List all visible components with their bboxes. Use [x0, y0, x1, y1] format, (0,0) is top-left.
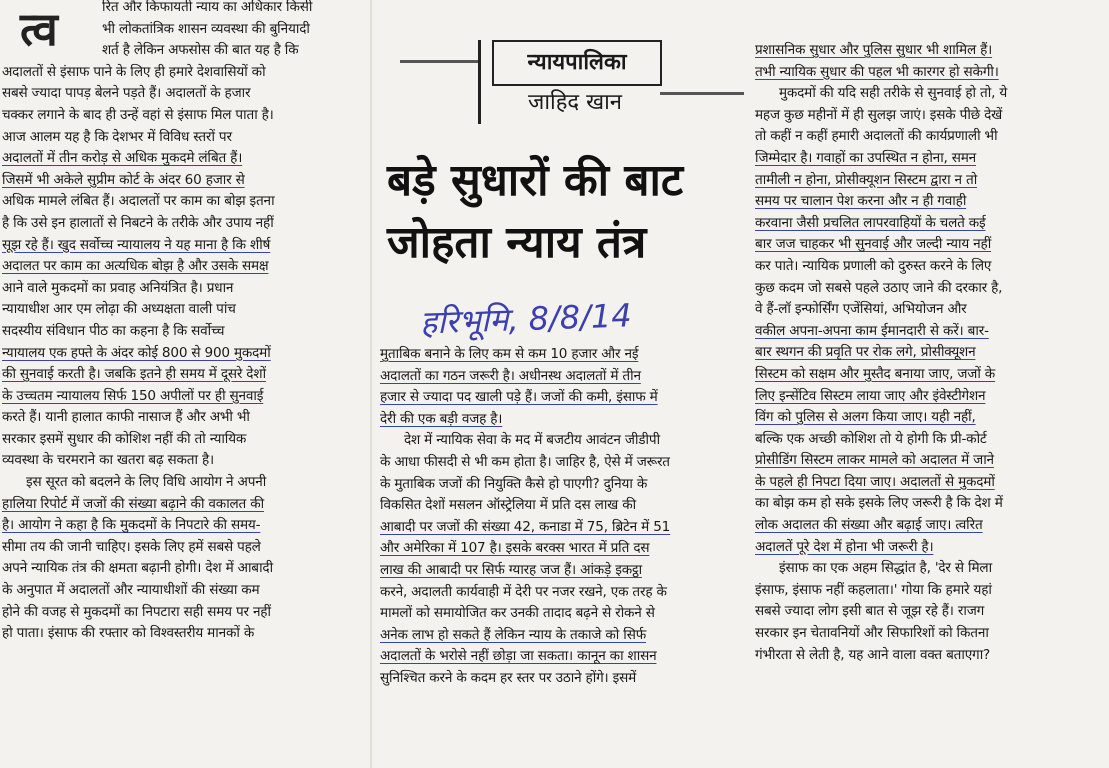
right-line: बल्कि एक अच्छी कोशिश तो ये होगी कि प्री-कोर्ट: [755, 430, 987, 447]
right-line: अदालतें पूरे देश में होना भी जरूरी है।: [755, 538, 934, 555]
right-line: कुछ कदम जो सबसे पहले उठाए जाने की दरकार है,: [755, 279, 1003, 296]
left-line: अदालत पर काम का अत्यधिक बोझ है और उसके समक्ष: [2, 258, 269, 275]
right-line: बार स्थगन की प्रवृति पर रोक लगे, प्रोसीक्यूशन: [755, 344, 976, 361]
left-line: व्यवस्था के चरमराने का खतरा बढ़ सकता है।: [2, 452, 214, 469]
right-line: प्रशासनिक सुधार और पुलिस सुधार भी शामिल हैं।: [755, 42, 993, 58]
middle-line: अदालतों का गठन जरूरी है। अधीनस्थ अदालतों में तीन: [380, 367, 641, 384]
left-column: [2, 0, 364, 727]
left-line: अपने न्यायिक तंत्र की क्षमता बढ़ानी होगी। देश में आबादी: [2, 560, 273, 577]
left-line: अधिक मामले लंबित हैं। अदालतों पर काम का बोझ इतना: [2, 193, 275, 210]
right-line: महज कुछ महीनों में ही सुलझ जाएं। इसके पीछे देखें: [755, 106, 1003, 123]
left-line: इस सूरत को बदलने के लिए विधि आयोग ने अपनी: [26, 474, 267, 491]
right-line: का बोझ कम हो सके इसके लिए जरूरी है कि देश में: [755, 495, 1003, 512]
middle-line: और अमेरिका में 107 है। इसके बरक्स भारत में प्रति दस: [380, 540, 650, 557]
middle-line: करने, अदालती कार्यवाही में देरी पर नजर रखने, एक तरह के: [380, 583, 667, 600]
left-line: न्यायाधीश आर एम लोढ़ा की अध्यक्षता वाली पांच: [2, 301, 236, 318]
right-line: जिम्मेदार है। गवाहों का उपस्थित न होना, समन: [755, 149, 977, 166]
right-line: तो कहीं न कहीं हमारी अदालतों की कार्यप्रणाली भी: [755, 128, 998, 145]
right-column: [755, 40, 1101, 758]
right-line: सरकार इन चेतावनियों और सिफारिशों को कितना: [755, 625, 989, 642]
left-line: होने की वजह से मुकदमों का निपटारा सही समय पर नहीं: [2, 603, 271, 620]
right-line: करवाना जैसी प्रचलित लापरवाहियों के चलते कई: [755, 214, 986, 231]
right-line: इंसाफ का एक अहम सिद्धांत है, 'देर से मिला: [779, 560, 992, 577]
headline-line-2: जोहता न्याय तंत्र: [387, 217, 647, 268]
right-line: वे हैं-लॉ इन्फोर्सिंग एजेंसियां, अभियोजन और: [755, 301, 967, 318]
right-line: बार जज चाहकर भी सुनवाई और जल्दी न्याय नहीं: [755, 236, 992, 253]
left-line: सदस्यीय संविधान पीठ का कहना है कि सर्वोच्च: [2, 322, 225, 339]
paper-fold: [370, 0, 372, 768]
middle-column: [380, 344, 742, 744]
left-line: आज आलम यह है कि देशभर में विविध स्तरों पर: [2, 128, 232, 145]
left-line: भी लोकतांत्रिक शासन व्यवस्था की बुनियादी: [102, 20, 310, 37]
middle-line: के मुताबिक जजों की नियुक्ति कैसे हो पाएगी? दुनिया के: [380, 475, 648, 492]
left-line: अदालतों से इंसाफ पाने के लिए ही हमारे देशवासियों को: [2, 63, 266, 80]
middle-line: देश में न्यायिक सेवा के मद में बजटीय आवंटन जीडीपी: [404, 432, 660, 449]
right-line: के पहले ही निपटा दिया जाए। अदालतों से मुकदमों: [755, 473, 995, 490]
left-line: शर्त है लेकिन अफसोस की बात यह है कि: [102, 42, 299, 59]
left-line: करते हैं। यानी हालात काफी नासाज हैं और अभी भी: [2, 409, 250, 426]
left-line: न्यायालय एक हफ्ते के अंदर कोई 800 से 900 मुकदमों: [2, 344, 271, 361]
right-line: विंग को पुलिस से अलग किया जाए। यही नहीं,: [755, 409, 976, 426]
left-line: की सुनवाई करती है। जबकि इतने ही समय में दूसरे देशों: [2, 366, 266, 383]
handwritten-source-date: हरिभूमि, 8/8/14: [419, 296, 633, 342]
middle-line: मुताबिक बनाने के लिए कम से कम 10 हजार और नई: [380, 346, 639, 362]
middle-line: मामलों को समायोजित कर उनकी तादाद बढ़ने से रोकने से: [380, 605, 655, 622]
right-line: वकील अपना-अपना काम ईमानदारी से करें। बार-: [755, 322, 989, 339]
middle-line: विकसित देशों मसलन ऑस्ट्रेलिया में प्रति दस लाख की: [380, 497, 636, 514]
left-line: रित और किफायती न्याय का अधिकार किसी: [102, 0, 313, 15]
headline: [387, 150, 747, 274]
right-line: सिस्टम को सक्षम और मुस्तैद बनाया जाए, जजों के: [755, 365, 996, 382]
middle-line: सुनिश्चित करने के कदम हर स्तर पर उठाने होंगे। इसमें: [380, 669, 636, 686]
middle-line: आबादी पर जजों की संख्या 42, कनाडा में 75, ब्रिटेन में 51: [380, 518, 671, 535]
left-line: है कि उसे इन हालातों से निबटने के तरीके और उपाय नहीं: [2, 214, 274, 231]
kicker-rule: [660, 92, 744, 95]
left-line: हालिया रिपोर्ट में जजों की संख्या बढ़ाने की वकालत की: [2, 495, 264, 512]
right-line: लोक अदालत की संख्या और बढ़ाई जाए। त्वरित: [755, 517, 983, 534]
right-line: तभी न्यायिक सुधार की पहल भी कारगर हो सकेगी।: [755, 63, 999, 80]
section-label: न्यायपालिका: [492, 40, 662, 86]
right-line: मुकदमों की यदि सही तरीके से सुनवाई हो तो, ये: [779, 85, 1007, 102]
middle-line: अनेक लाभ हो सकते हैं लेकिन न्याय के तकाजे को सिर्फ: [380, 626, 647, 643]
middle-line: अदालतों के भरोसे नहीं छोड़ा जा सकता। कानून का शासन: [380, 648, 657, 665]
left-line: सबसे ज्यादा पापड़ बेलने पड़ते हैं। अदालतों के हजार: [2, 85, 251, 102]
right-line: प्रोसीडिंग सिस्टम लाकर मामले को अदालत में जाने: [755, 452, 994, 469]
left-line: आने वाले मुकदमों का प्रवाह अनियंत्रित है। प्रधान: [2, 279, 234, 296]
left-line: के अनुपात में अदालतों और न्यायाधीशों की संख्या कम: [2, 582, 260, 599]
kicker-rule: [400, 60, 480, 63]
headline-line-1: बड़े सुधारों की बाट: [387, 155, 684, 206]
middle-line: लाख की आबादी पर सिर्फ ग्यारह जज हैं। आंकड़े इकट्ठा: [380, 561, 642, 578]
left-line: के उच्चतम न्यायालय सिर्फ 150 अपीलों पर ही सुनवाई: [2, 387, 264, 404]
left-line: चक्कर लगाने के बाद ही उन्हें वहां से इंसाफ मिल पाता है।: [2, 106, 274, 123]
right-line: गंभीरता से लेती है, यह आने वाला वक्त बताएगा?: [755, 646, 991, 663]
right-line: समय पर चालान पेश करना और न ही गवाही: [755, 193, 967, 210]
left-line: जिसमें भी अकेले सुप्रीम कोर्ट के अंदर 60 हजार से: [2, 171, 245, 188]
right-line: सबसे ज्यादा लोग इसी बात से जूझ रहे हैं। राजग: [755, 603, 985, 620]
right-line: कर पाते। न्यायिक प्रणाली को दुरुस्त करने के लिए: [755, 257, 992, 274]
left-line: सूझ रहे हैं। खुद सर्वोच्च न्यायालय ने यह माना है कि शीर्ष: [2, 236, 271, 253]
left-line: सरकार इसमें सुधार की कोशिश नहीं की तो न्यायिक: [2, 430, 247, 447]
author-byline: जाहिद खान: [528, 90, 622, 115]
right-line: इंसाफ, इंसाफ नहीं कहलाता।' गोया कि हमारे यहां: [755, 581, 992, 598]
right-line: तामीली न होना, प्रोसीक्यूशन सिस्टम द्वारा न तो: [755, 171, 978, 188]
left-line: सीमा तय की जानी चाहिए। इसके लिए हमें सबसे पहले: [2, 538, 261, 555]
middle-line: के आधा फीसदी से भी कम होता है। जाहिर है, ऐसे में जरूरत: [380, 453, 670, 470]
left-line: है। आयोग ने कहा है कि मुकदमों के निपटारे की समय-: [2, 517, 261, 534]
left-line: अदालतों में तीन करोड़ से अधिक मुकदमे लंबित हैं।: [2, 150, 243, 167]
right-line: लिए इन्सेंटिव सिस्टम लाया जाए और इंवेस्टीगेशन: [755, 387, 986, 404]
drop-cap: त्व: [20, 2, 58, 56]
middle-line: देरी की एक बड़ी वजह है।: [380, 410, 503, 427]
left-line: हो पाता। इंसाफ की रफ्तार को विश्वस्तरीय मानकों के: [2, 625, 255, 642]
middle-line: हजार से ज्यादा पद खाली पड़े हैं। जजों की कमी, इंसाफ में: [380, 389, 658, 406]
